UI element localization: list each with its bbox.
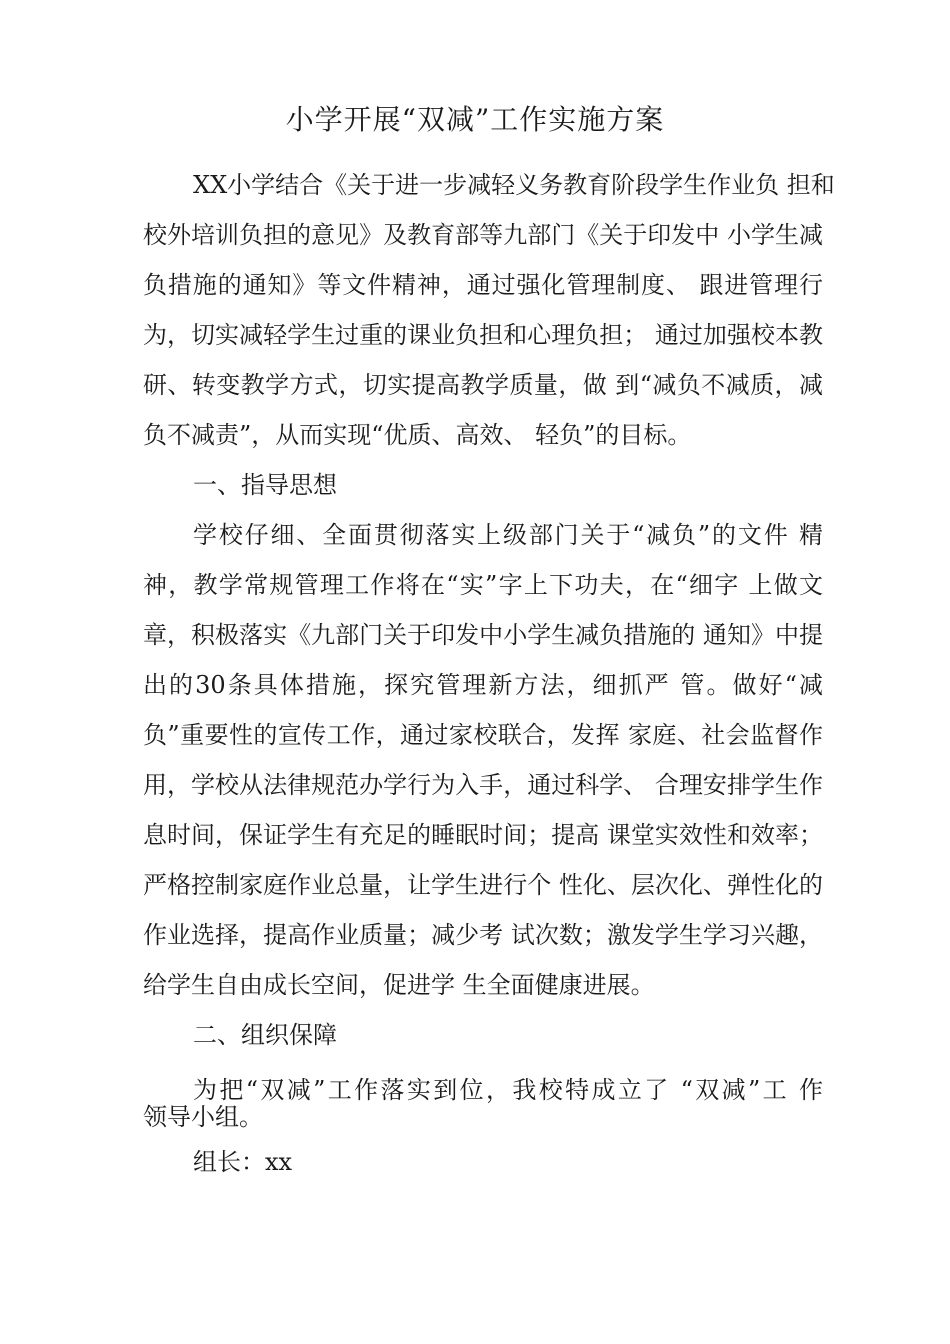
section2-line: 为把“双减”工作落实到位，我校特成立了 “双减”工 作 xyxy=(193,1076,823,1104)
section1-line: 作业选择，提高作业质量；减少考 试次数；激发学生学习兴趣， xyxy=(143,921,823,949)
intro-line: 为，切实减轻学生过重的课业负担和心理负担； 通过加强校本教 xyxy=(143,321,823,349)
section-heading-guiding-thought: 一、指导思想 xyxy=(193,471,337,499)
section1-line: 出的30条具体措施，探究管理新方法，细抓严 管。做好“减 xyxy=(143,671,823,699)
intro-line: 校外培训负担的意见》及教育部等九部门《关于印发中 小学生减 xyxy=(143,221,823,249)
intro-line: 研、转变教学方式，切实提高教学质量，做 到“减负不减质，减 xyxy=(143,371,823,399)
document-title: 小学开展“双减”工作实施方案 xyxy=(285,103,665,136)
section-heading-organization: 二、组织保障 xyxy=(193,1021,337,1049)
intro-line: XX小学结合《关于进一步减轻义务教育阶段学生作业负 担和 xyxy=(193,171,835,199)
intro-line: 负不减责”，从而实现“优质、高效、 轻负”的目标。 xyxy=(143,421,692,449)
section1-line: 给学生自由成长空间，促进学 生全面健康进展。 xyxy=(143,971,655,999)
section1-line: 章，积极落实《九部门关于印发中小学生减负措施的 通知》中提 xyxy=(143,621,823,649)
section2-line: 领导小组。 xyxy=(143,1103,263,1131)
section1-line: 负”重要性的宣传工作，通过家校联合，发挥 家庭、社会监督作 xyxy=(143,721,823,749)
section1-line: 严格控制家庭作业总量，让学生进行个 性化、层次化、弹性化的 xyxy=(143,871,823,899)
intro-line: 负措施的通知》等文件精神，通过强化管理制度、 跟进管理行 xyxy=(143,271,823,299)
section1-line: 学校仔细、全面贯彻落实上级部门关于“减负”的文件 精 xyxy=(193,521,823,549)
section1-line: 用，学校从法律规范办学行为入手，通过科学、 合理安排学生作 xyxy=(143,771,823,799)
section1-line: 息时间，保证学生有充足的睡眠时间；提高 课堂实效性和效率； xyxy=(143,821,823,849)
section1-line: 神，教学常规管理工作将在“实”字上下功夫，在“细字 上做文 xyxy=(143,571,823,599)
leader-line: 组长：xx xyxy=(193,1148,293,1176)
